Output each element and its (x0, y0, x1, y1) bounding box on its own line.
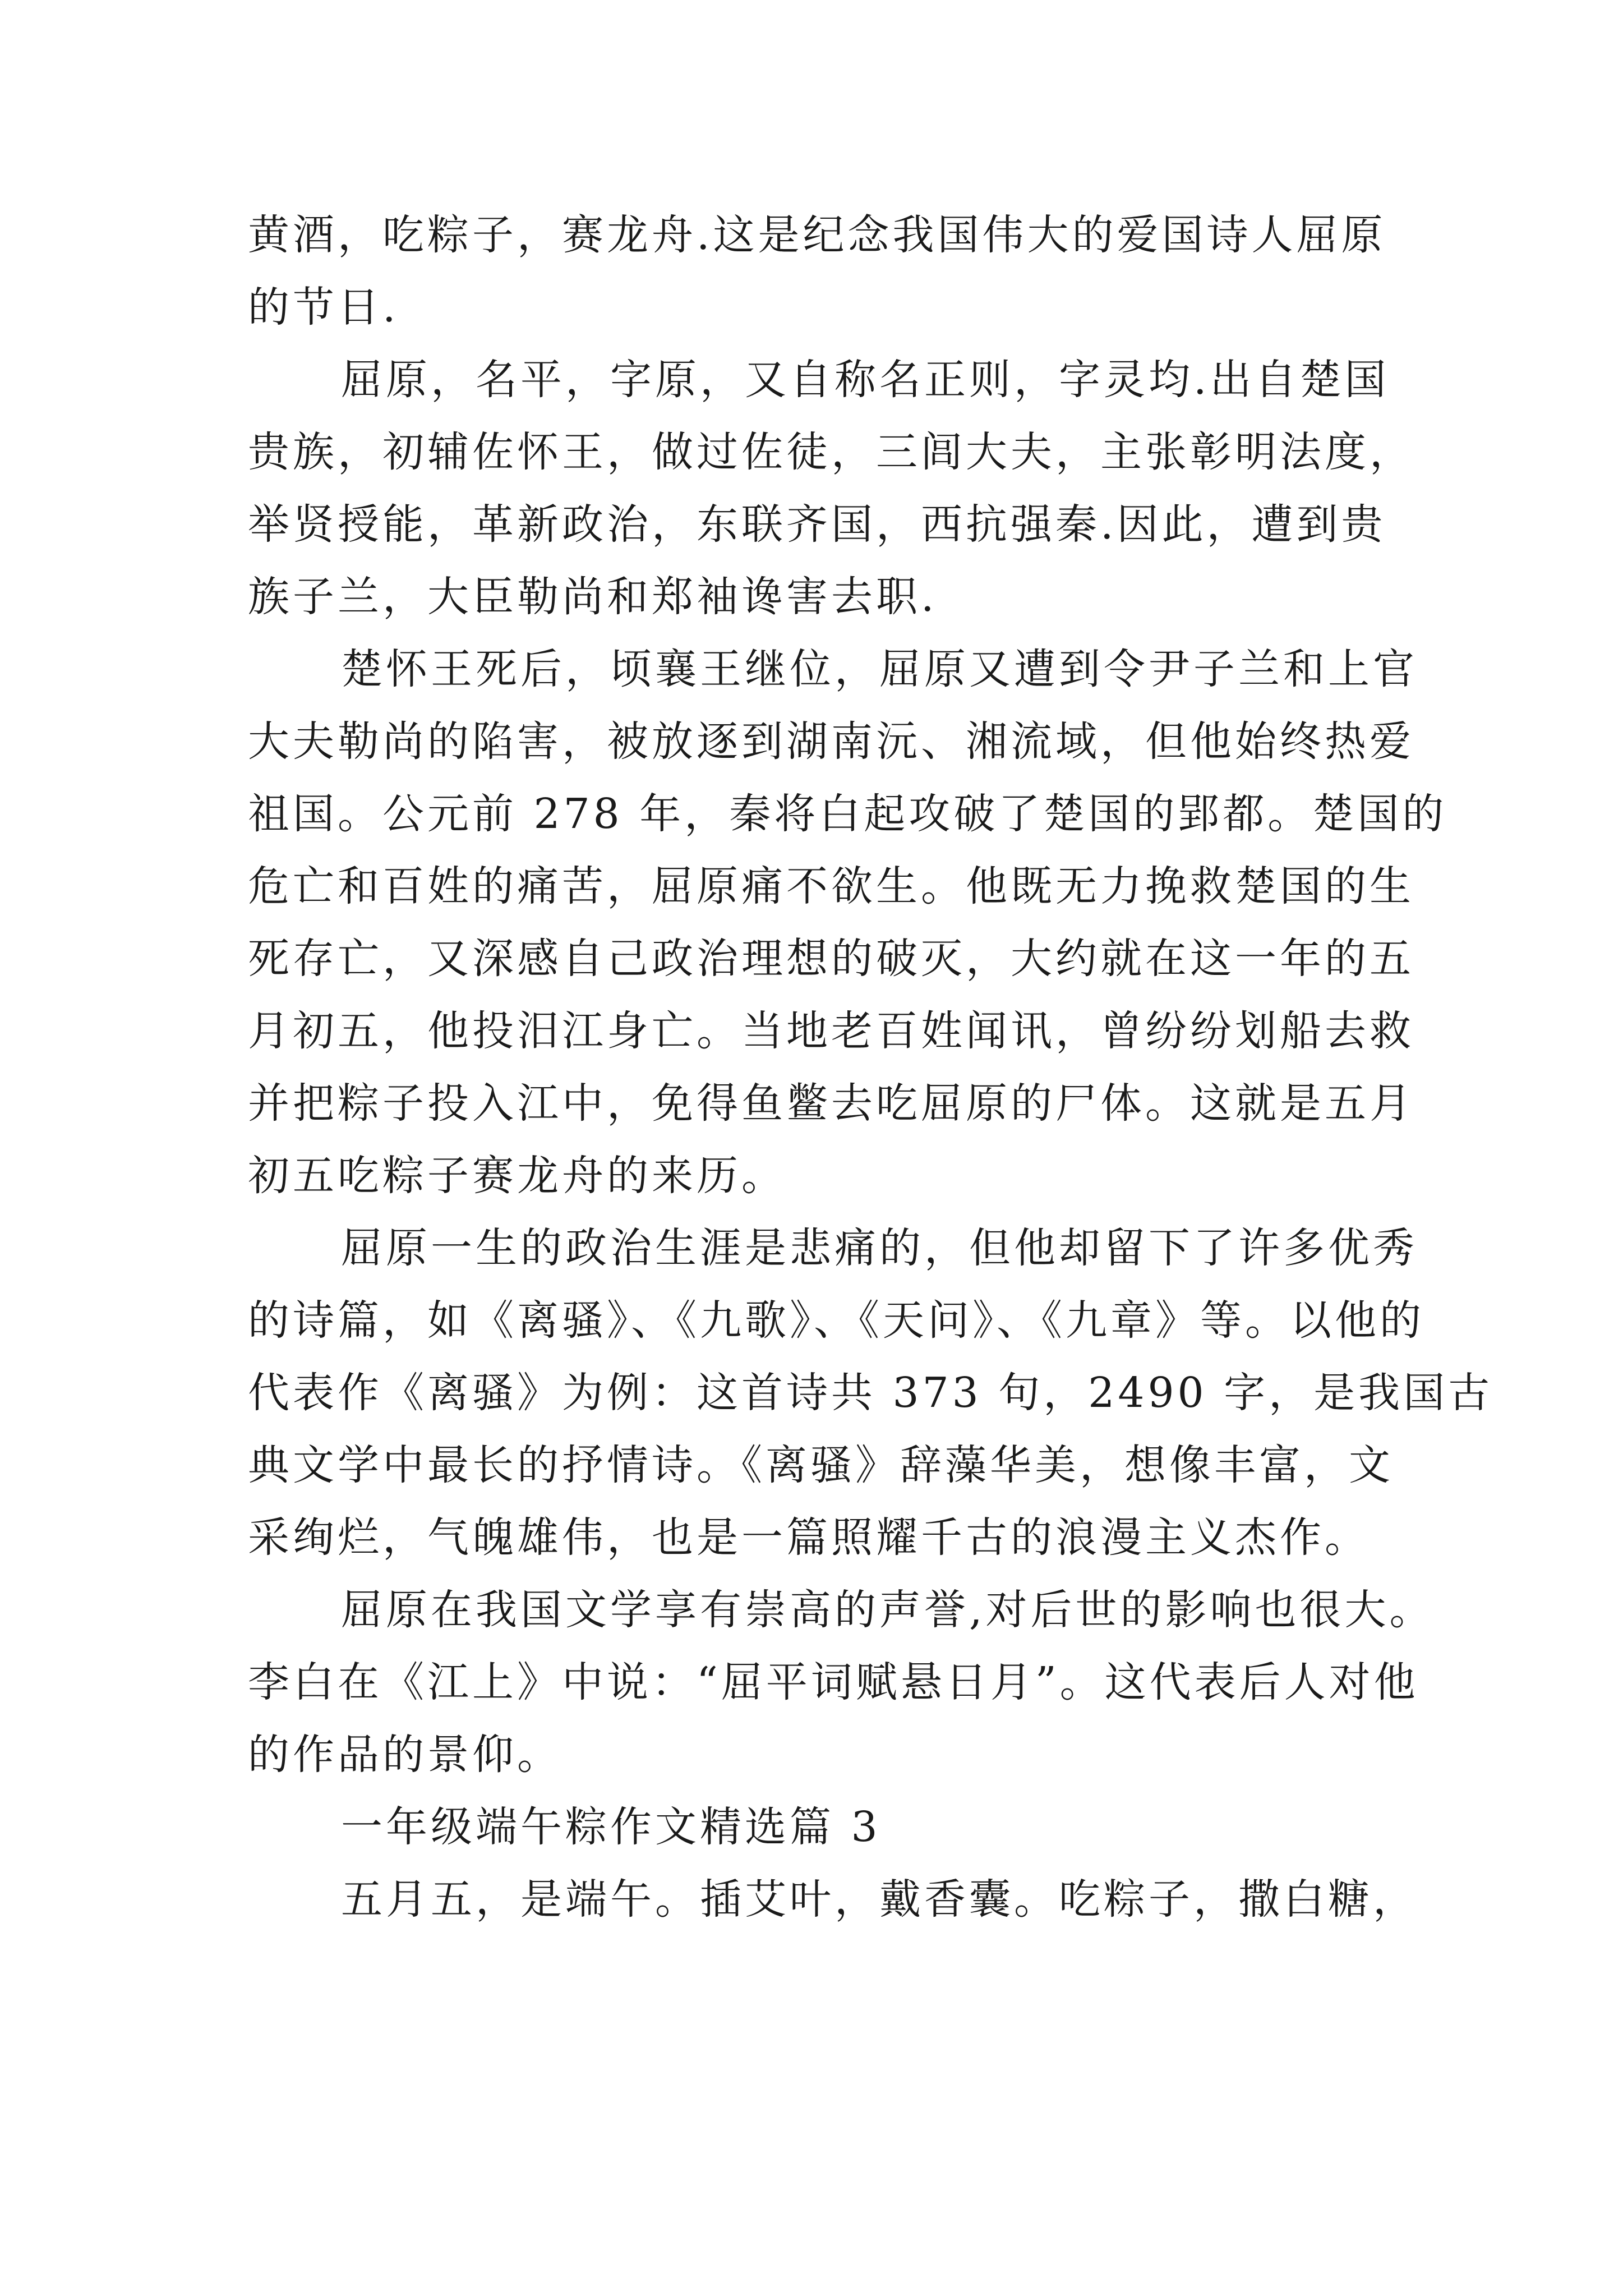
paragraph-line: 楚怀王死后，顷襄王继位，屈原又遭到令尹子兰和上官 (341, 645, 1418, 693)
paragraph-line: 祖国。公元前 278 年，秦将白起攻破了楚国的郢都。楚国的 (248, 790, 1447, 838)
paragraph-line: 黄酒，吃粽子，赛龙舟.这是纪念我国伟大的爱国诗人屈原 (248, 211, 1386, 259)
paragraph-line: 初五吃粽子赛龙舟的来历。 (248, 1152, 786, 1200)
paragraph-line: 的作品的景仰。 (248, 1731, 562, 1779)
paragraph-line: 死存亡，又深感自己政治理想的破灭，大约就在这一年的五 (248, 935, 1414, 983)
paragraph-line: 典文学中最长的抒情诗。《离骚》辞藻华美，想像丰富，文 (248, 1441, 1394, 1489)
paragraph-line: 李白在《江上》中说：“屈平词赋悬日月”。这代表后人对他 (248, 1658, 1419, 1706)
paragraph-line: 族子兰，大臣勒尚和郑袖谗害去职. (248, 573, 938, 621)
paragraph-line: 危亡和百姓的痛苦，屈原痛不欲生。他既无力挽救楚国的生 (248, 862, 1414, 910)
paragraph-line: 大夫勒尚的陷害，被放逐到湖南沅、湘流域，但他始终热爱 (248, 717, 1414, 766)
paragraph-line: 贵族，初辅佐怀王，做过佐徒，三闾大夫，主张彰明法度， (248, 428, 1414, 476)
paragraph-line: 屈原在我国文学享有崇高的声誉,对后世的影响也很大。 (341, 1586, 1435, 1634)
paragraph-line: 月初五，他投汨江身亡。当地老百姓闻讯，曾纷纷划船去救 (248, 1007, 1414, 1055)
paragraph-line: 并把粽子投入江中，免得鱼鳖去吃屈原的尸体。这就是五月 (248, 1079, 1414, 1128)
paragraph-line: 的诗篇，如《离骚》、《九歌》、《天问》、《九章》等。以他的 (248, 1296, 1424, 1345)
section-heading: 一年级端午粽作文精选篇 3 (341, 1803, 881, 1851)
document-body (248, 199, 1493, 1936)
paragraph-line: 的节日. (248, 283, 399, 332)
paragraph-line: 屈原，名平，字原，又自称名正则，字灵均.出自楚国 (341, 356, 1390, 404)
paragraph-line: 举贤授能，革新政治，东联齐国，西抗强秦.因此，遭到贵 (248, 500, 1386, 549)
paragraph-line: 屈原一生的政治生涯是悲痛的，但他却留下了许多优秀 (341, 1224, 1418, 1272)
paragraph-line: 采绚烂，气魄雄伟，也是一篇照耀千古的浪漫主义杰作。 (248, 1513, 1370, 1562)
paragraph-line: 代表作《离骚》为例：这首诗共 373 句，2490 字，是我国古 (248, 1369, 1493, 1417)
paragraph-line: 五月五，是端午。插艾叶，戴香囊。吃粽子，撒白糖， (341, 1875, 1418, 1924)
